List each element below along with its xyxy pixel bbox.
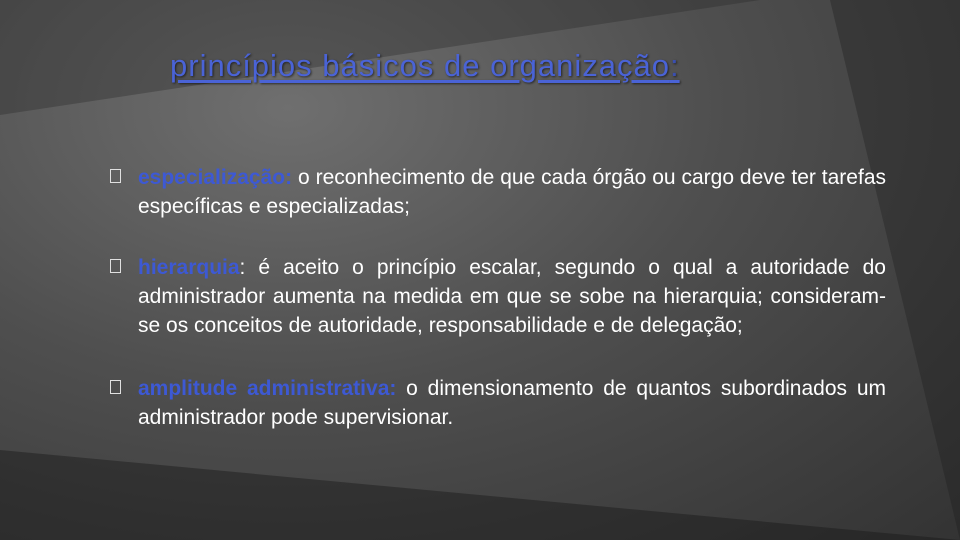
- item-term: especialização:: [138, 166, 293, 189]
- list-item: [110, 374, 886, 432]
- bullet-box-icon: [110, 380, 121, 394]
- list-item: [110, 163, 886, 221]
- list-item: [110, 253, 886, 340]
- bullet-box-icon: [110, 259, 121, 273]
- bullet-box-icon: [110, 169, 121, 183]
- item-term: hierarquia: [138, 256, 240, 279]
- slide-title-text: princípios básicos de organização: [170, 48, 670, 83]
- slide-title: [170, 48, 910, 84]
- slide-title-colon: :: [670, 48, 680, 83]
- bullet-list: [110, 163, 886, 464]
- item-term-colon: :: [239, 256, 246, 279]
- item-term: amplitude administrativa:: [138, 377, 397, 400]
- item-text: o dimensionamento de quantos subordinados um administrador pode supervisionar.: [138, 377, 887, 429]
- item-text: o reconhecimento de que cada órgão ou cargo deve ter tarefas específicas e especializadas;: [138, 166, 886, 218]
- item-text: é aceito o princípio escalar, segundo o qual a autoridade do administrador aumenta na medida em que se sobe na hierarquia; consideram-se os conceitos de autoridade, responsabilidade e de delegação;: [138, 256, 886, 337]
